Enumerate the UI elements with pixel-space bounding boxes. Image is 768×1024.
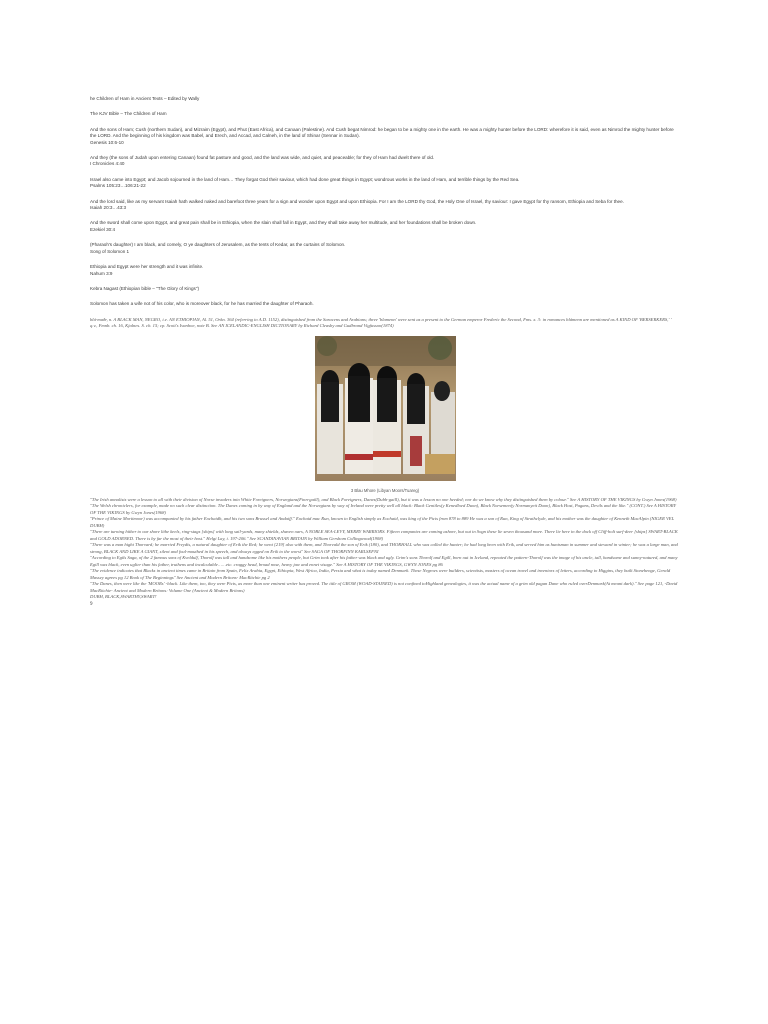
quote-paragraph: "Prince of Maine Mortimoor) was accompanied by his father Eochaidh, and his two sons Brussel and Andaiff." Eochaid mac Run, known to English simply as Eochaid, was king of the Picts from 878 to 889 He was a son of Run, King of Strathclyde, and his mother was the daughter of Kenneth MacAlpin (NIGER VEL DUBH): [90, 516, 675, 528]
quote-paragraph: DUBH, BLACK,SWARTHY,SWART!: [90, 594, 157, 600]
document-body: [90, 96, 680, 317]
passage-ref: I Chronicles 4:40: [90, 161, 125, 167]
passage-text: And the lord said, like as my servant Isaiah hath walked naked and barefoot three years for a sign and wonder upon Egypt and upon Ethiopia. For I am the LORD thy God, the Holy One of Israel, thy saviour: I gave Egypt for thy ransom, Ethiopia and Seba for thee.: [90, 198, 624, 204]
passage-text: And the sword shall come upon Egypt, and great pain shall be in Ethiopia, when the slain shall fall in Egypt, and they shall take away her multitude, and her foundations shall be broken down.: [90, 220, 477, 226]
photo-image: [315, 336, 456, 481]
passage-text: (Pharaoh's daughter) I am black, and comely, O ye daughters of Jerusalem, as the tents of Kedar, as the curtains of Solomon.: [90, 242, 346, 248]
passage-ref: Nahum 3:9: [90, 270, 113, 276]
passage-text: And they (the sons of Judah upon entering Canaan) found fat pasture and good, and the land was wide, and quiet, and peaceable; for they of Ham had dwelt there of old.: [90, 155, 435, 161]
document-title: he Children of Ham in Ancient Texts – Edited by Wally: [90, 96, 200, 101]
photo-figure: [90, 336, 680, 493]
blamadr-definition: blá-maðr, n. A BLACK MAN, NEGRO, i.e. AN ETHIOPIAN, Al. 51, Orkn. 364 (referring to A.D. 1152), distinguished from the Saracens and Arabians; three 'blamenn' were sent as a present to the German emperor Frederic the Second, Fms. x. 3: in romances blámenn are mentioned as A KIND OF 'BERSERKERS,' ' q.v., Fmnb. ch. 16, Kjalnes. S. ch. 15; cp. Scott's Ivanhoe, note B. See AN ICELANDIC-ENGLISH DICTIONARY by Richard Cleasby and Gudbrand Vigfusson(1874): [90, 316, 672, 329]
quotes-section: [90, 497, 680, 601]
dictionary-entry: [90, 317, 680, 330]
section-heading: The KJV Bible – The Children of Ham: [90, 111, 167, 117]
passage-ref: Isaiah 20:3…43:3: [90, 205, 127, 211]
photo-caption: 3 Blau Mhore (Libyan Moors/Tuareg): [350, 487, 420, 493]
passage-text: And the sons of Ham; Cush (northern Sudan), and Mizraim (Egypt), and Phut (East Africa), and Canaan (Palestine). And Cush begat Nimrod: he began to be a mighty one in the earth. He was a mighty hunter before the LORD: wherefore it is said, even as Nimrod the mighty hunter before the LORD. And the beginning of his kingdom was Babel, and Erech, and Accad, and Calneh, in the land of Shinar (Sennar in Sudan).: [90, 126, 674, 139]
passage-ref: Genesis 10:6-10: [90, 139, 124, 145]
quote-paragraph: "There was a man hight Thorvard; he married Freydis, a natural daughter of Erik the Red; he went [219] also with them, and Thorvald the son of Erik (180), and THORHALL who was called the hunter; he had long been with Erik, and served him as huntsman in summer and steward in winter; he was a large man, and strong, BLACK AND LIKE A GIANT, silent and foul-mouthed in his speech, and always egged on Erik to the worst" See SAGA OF THORFINN KARLSEFNI: [90, 542, 678, 554]
quote-paragraph: "According to Egils Saga, of the 2 famous sons of Kveldulf, Thorolf was tall and handsome like his mothers people, but Grim took after his father was black and ugly. Grim's sons Thorolf and Egill, born out in Iceland, repeated the pattern-Thorolf was the image of his uncle, tall, handsome and sunny-natured, and many Egill was black, even uglier than his father, truthens and incalculable……etc. craggy head, broad nose, heavy jaw and ennet visage." See A HISTORY OF THE VIKINGS, GWYN JONES pg 86: [90, 555, 678, 567]
passage-text: Israel also came into Egypt; and Jacob sojourned in the land of Ham… They forgat God their saviour, which had done great things in Egypt; wondrous works in the land of Ham, and terrible things by the Red Sea.: [90, 176, 520, 182]
passage-text: Kebra Nagast (Ethiopian bible – "The Glory of Kings"): [90, 285, 199, 291]
passage-ref: Ezekiel 30:4: [90, 226, 116, 232]
quote-paragraph: "The Irish annalists were a lesson to all with their division of Norse invaders into White Foreigners, Norwegians(Finn-gaill), and Black Foreigners, Danes(Dubh-gaill), but it was a lesson no one heeded; nor do we know why they distinguished them by colour." See A HISTORY OF THE VIKINGS by Gwyn Jones(1968): [90, 496, 677, 502]
passage-ref: Psalms 105:23…106:21-22: [90, 183, 146, 189]
page-number: 9: [90, 601, 93, 607]
passage-ref: Song of Solomon 1: [90, 248, 130, 254]
document-page: [90, 96, 680, 607]
quote-paragraph: "The Danes, then were like the 'MOORs' -black. Like them, too, they were Picts, as more than one eminent writer has proved. The title of GROM (WOAD-STAINED) is not confined toHighland genealogies, it was the actual name of a grim old pagan Dane who ruled overDenmark(At meant dark)." See page 121, -David MacRitchie- Ancient and Modern Britons: Volume One (Ancient & Modern Britons): [90, 581, 678, 593]
passage-text: Solomon has taken a wife not of his color, who is moreover black, for he has married the daughter of Pharaoh.: [90, 301, 314, 307]
quote-paragraph: "There are turning hither to our shore lithe keels, ring-stags [ships] with long sail-yards, many shields, shaven oars, A NOBLE SEA-LEVY, MERRY WARRIORS. Fifteen companies are coming ashore, but out in Sogn these lie seven thousand more. There lie here in the dock off Cliff-holt surf-deer [ships] SWART-BLACK and GOLD ADORNED. There is by far the most of their host." Helgi Lay, i. 197-206." See SCANDINAVIAN BRITAIN by William Gershom Collingwood(1908): [90, 529, 678, 541]
quote-paragraph: "The evidence indicates that Blacks in ancient times came in Britain from Spain, Felix Arabia, Egypt, Ethiopia, West Africa, India, Persia and what is today named Denmark. These Negroes were builders, scientists, masters of ocean travel and inventors of letters, according to Higgins, they built Stonehenge, Gerald Massey agrees pg 12 Book of The Beginnings" See Ancient and Modern Britons- MacRitchie pg 2: [90, 568, 671, 580]
quote-paragraph: "The Welsh chroniclers, for example, made no such clear distinction. The Danes coming in by way of England and the Norwegians by way of Ireland were pretty well all black: Black Gentiles(y Kenedloed Duon), Black Norsemen(y Normanyeit Duon), Black Host, Pagans, Devils and the like." (CONT.) See A HISTORY OF THE VIKINGS by Gwyn Jones(1968): [90, 503, 677, 515]
passage-text: Ethiopia and Egypt were her strength and it was infinite.: [90, 264, 204, 270]
photo-illustration: [315, 336, 456, 481]
